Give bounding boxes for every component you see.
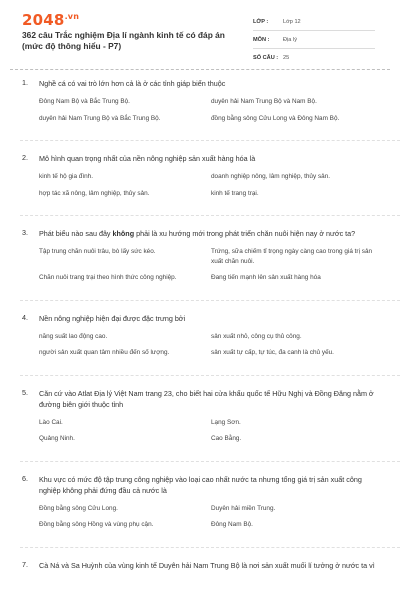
answer-option[interactable]: hợp tác xã nông, lâm nghiệp, thủy sản.	[39, 189, 150, 197]
answer-option[interactable]: sản xuất tự cấp, tự túc, đa canh là chủ yếu.	[211, 349, 334, 356]
question-list	[0, 78, 400, 581]
logo-text: 2048	[22, 11, 65, 29]
question-text-part: Căn cứ vào Atlat Địa lý Việt Nam trang 23, cho biết hai cửa khẩu quốc tế Hữu Nghị và Đồng Đăng nằm ở đường biên giới thuộc tỉnh	[39, 388, 374, 409]
logo-domain: .vn	[64, 12, 80, 21]
question-number: 2.	[22, 153, 28, 162]
question-divider	[20, 547, 400, 548]
meta-row-question-count	[253, 49, 375, 66]
question-text	[39, 313, 380, 324]
question-text-part: Nền nông nghiệp hiện đại được đặc trưng bởi	[39, 313, 186, 323]
question-text-part: Cà Ná và Sa Huỳnh của vùng kinh tế Duyên hải Nam Trung Bộ là nơi sản xuất muối lí tưởng ở nước ta vì	[39, 560, 375, 570]
answer-option[interactable]: kinh tế hộ gia đình.	[39, 173, 94, 180]
question-number: 4.	[22, 312, 28, 322]
meta-row-class	[253, 13, 375, 31]
answer-option[interactable]: Duyên hải miền Trung.	[211, 504, 276, 512]
question-divider	[20, 215, 400, 216]
answer-option[interactable]: Lào Cai.	[39, 418, 63, 426]
question-text	[39, 474, 380, 496]
question-item	[0, 153, 400, 205]
answer-option[interactable]: sản xuất nhỏ, công cụ thủ công.	[211, 332, 302, 340]
answer-options	[39, 504, 380, 537]
question-divider	[20, 300, 400, 301]
question-item	[0, 78, 400, 130]
answer-option[interactable]: kinh tế trang trại.	[211, 189, 259, 197]
answer-option[interactable]: Đồng bằng sông Hồng và vùng phụ cận.	[39, 521, 154, 528]
question-item	[0, 560, 400, 571]
worksheet-meta	[253, 13, 375, 66]
answer-options	[39, 172, 380, 205]
question-text	[39, 388, 380, 410]
question-item	[0, 474, 400, 537]
question-divider	[20, 461, 400, 462]
question-text-part: Mô hình quan trọng nhất của nền nông nghiệp sản xuất hàng hóa là	[39, 154, 256, 163]
answer-option[interactable]: Trứng, sữa chiếm tỉ trọng ngày càng cao trong giá trị sản xuất chăn nuôi.	[211, 248, 373, 265]
answer-option[interactable]: Cao Bằng.	[211, 435, 242, 442]
meta-value: 25	[283, 54, 290, 61]
answer-option[interactable]: Đang tiến mạnh lên sản xuất hàng hóa	[211, 274, 321, 281]
question-item	[0, 228, 400, 290]
meta-value: Địa lý	[283, 36, 297, 43]
question-text	[39, 228, 380, 239]
worksheet-title: 362 câu Trắc nghiệm Địa lí ngành kinh tế có đáp án (mức độ thông hiểu - P7)	[22, 30, 225, 51]
question-divider	[20, 140, 400, 141]
question-text-part: Phát biểu nào sau đây	[39, 229, 113, 238]
answer-options	[39, 418, 380, 451]
meta-row-subject	[253, 31, 375, 49]
answer-option[interactable]: năng suất lao động cao.	[39, 332, 108, 340]
answer-option[interactable]: duyên hải Nam Trung Bộ và Nam Bộ.	[211, 98, 317, 105]
question-text-part: Khu vực có mức độ tập trung công nghiệp vào loại cao nhất nước ta nhưng tổng giá trị sản xuất công nghiệp không phải đứng đầu cả nước là	[39, 474, 362, 495]
meta-key: SỐ CÂU :	[253, 54, 279, 61]
site-logo[interactable]	[22, 11, 79, 29]
question-text-part: phải là xu hướng mới trong phát triển chăn nuôi hiện nay ở nước ta?	[134, 229, 356, 238]
answer-option[interactable]: doanh nghiệp nông, lâm nghiệp, thủy sản.	[211, 173, 331, 180]
question-divider	[20, 375, 400, 376]
answer-option[interactable]: Đồng bằng sông Cửu Long.	[39, 504, 118, 512]
meta-key: MÔN :	[253, 36, 270, 43]
question-emphasis: không	[112, 229, 135, 238]
answer-options	[39, 247, 380, 290]
answer-option[interactable]: Đông Nam Bộ và Bắc Trung Bộ.	[39, 98, 130, 105]
question-number: 5.	[22, 387, 28, 397]
answer-option[interactable]: người sản xuất quan tâm nhiều đến số lượng.	[39, 349, 170, 356]
answer-option[interactable]: Quảng Ninh.	[39, 435, 75, 442]
question-text-part: Nghề cá có vai trò lớn hơn cả là ở các tỉnh giáp biển thuộc	[39, 79, 226, 88]
answer-option[interactable]: đồng bằng sông Cửu Long và Đông Nam Bộ.	[211, 114, 340, 122]
question-text	[39, 78, 380, 89]
meta-value: Lớp 12	[283, 18, 301, 25]
answer-option[interactable]: Lạng Sơn.	[211, 418, 241, 426]
answer-options	[39, 97, 380, 130]
question-number: 7.	[22, 559, 28, 569]
answer-option[interactable]: duyên hải Nam Trung Bộ và Bắc Trung Bộ.	[39, 114, 161, 122]
answer-option[interactable]: Đông Nam Bộ.	[211, 521, 253, 528]
question-text	[39, 153, 380, 164]
question-item	[0, 313, 400, 365]
question-number: 6.	[22, 473, 28, 483]
answer-option[interactable]: Chăn nuôi trang trại theo hình thức công nghiệp.	[39, 274, 177, 281]
header-divider	[10, 69, 390, 70]
question-item	[0, 388, 400, 451]
question-number: 3.	[22, 228, 28, 237]
meta-key: LỚP :	[253, 18, 269, 25]
question-text	[39, 560, 380, 571]
worksheet-header	[0, 0, 400, 66]
question-number: 1.	[22, 78, 28, 87]
answer-option[interactable]: Tập trung chăn nuôi trâu, bò lấy sức kéo.	[39, 248, 156, 255]
answer-options	[39, 332, 380, 365]
